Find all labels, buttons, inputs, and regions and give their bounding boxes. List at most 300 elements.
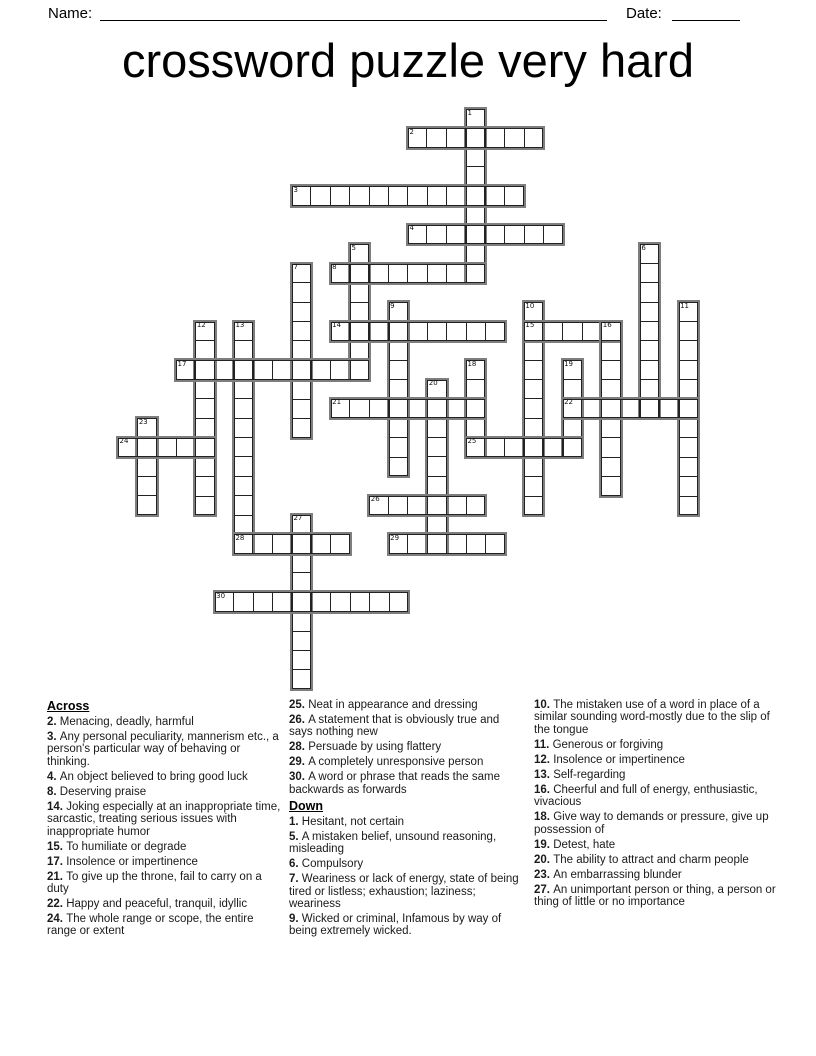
answer-cell[interactable] [679,496,698,515]
clue-27: 27. An unimportant person or thing, a person or thing of little or no importance [534,883,776,909]
answer-cell[interactable] [350,360,369,379]
answer-cell[interactable] [292,611,311,630]
answer-cell[interactable] [176,360,194,379]
answer-cell[interactable] [331,322,349,341]
answer-cell[interactable] [484,438,504,457]
word-3-across [290,184,526,207]
answer-cell[interactable] [563,418,582,438]
answer-cell[interactable] [679,379,698,398]
answer-cell[interactable] [137,438,157,457]
answer-cell[interactable] [601,399,620,418]
clue-28: 28. Persuade by using flattery [289,741,442,754]
answer-cell[interactable] [407,399,426,418]
clue-14: 14. Joking especially at an inappropriate time, sarcastic, treating serious issues with inappropriate humor [47,800,281,838]
answer-cell[interactable] [562,322,582,341]
answer-cell[interactable] [311,592,330,611]
answer-cell[interactable] [292,418,311,437]
clue-21: 21. To give up the throne, fail to carry on a duty [47,870,262,896]
answer-cell[interactable] [601,379,620,398]
answer-cell[interactable] [369,592,388,611]
answer-cell[interactable] [640,282,659,301]
answer-cell[interactable] [523,438,543,457]
answer-cell[interactable] [350,244,369,262]
answer-cell[interactable] [407,534,427,553]
word-25-across [464,436,584,459]
answer-cell[interactable] [389,379,408,398]
answer-cell[interactable] [582,322,602,341]
answer-cell[interactable] [388,399,407,418]
name-label: Name: [48,5,93,22]
cell-number: 14 [332,321,342,330]
answer-cell[interactable] [292,321,311,340]
word-12-down [193,320,216,517]
cell-number: 24 [119,437,129,446]
clue-5: 5. A mistaken belief, unsound reasoning, misleading [289,830,497,856]
answer-cell[interactable] [389,360,408,379]
answer-cell[interactable] [679,418,698,437]
answer-cell[interactable] [407,322,426,341]
cell-number: 17 [177,359,187,368]
answer-cell[interactable] [195,379,214,398]
clue-30: 30. A word or phrase that reads the same backwards as forwards [289,771,500,796]
cell-number: 25 [467,437,477,446]
answer-cell[interactable] [272,360,291,379]
answer-cell[interactable] [234,437,253,456]
clue-18: 18. Give way to demands or pressure, give up possession of [534,811,769,836]
answer-cell[interactable] [369,496,388,515]
answer-cell[interactable] [679,302,698,320]
answer-cell[interactable] [427,437,446,456]
answer-cell[interactable] [407,186,426,205]
answer-cell[interactable] [427,322,446,341]
answer-cell[interactable] [601,476,620,495]
answer-cell[interactable] [330,534,350,553]
cell-number: 20 [428,379,438,388]
answer-cell[interactable] [504,225,523,244]
answer-cell[interactable] [524,418,543,437]
answer-cell[interactable] [601,340,620,359]
answer-cell[interactable] [292,360,311,379]
answer-cell[interactable] [524,476,543,495]
answer-cell[interactable] [118,438,137,457]
answer-cell[interactable] [350,302,369,321]
word-21-across [329,397,488,420]
clue-number: 13. [534,768,554,781]
answer-cell[interactable] [310,186,329,205]
cell-number: 19 [564,359,573,368]
answer-cell[interactable] [292,650,311,669]
answer-cell[interactable] [389,340,408,359]
answer-cell[interactable] [640,244,659,262]
clue-number: 14. [47,800,67,813]
cell-number: 3 [293,185,298,194]
answer-cell[interactable] [234,515,253,534]
answer-cell[interactable] [426,128,445,147]
answer-cell[interactable] [659,399,678,418]
answer-cell[interactable] [389,302,408,320]
answer-cell[interactable] [292,515,311,533]
answer-cell[interactable] [349,264,368,283]
answer-cell[interactable] [427,399,446,418]
word-7-down [290,262,313,440]
answer-cell[interactable] [465,225,484,244]
answer-cell[interactable] [195,438,215,457]
answer-cell[interactable] [389,437,408,456]
answer-cell[interactable] [214,360,233,379]
answer-cell[interactable] [389,534,408,553]
answer-cell[interactable] [349,186,368,205]
clue-number: 6. [289,858,302,871]
answer-cell[interactable] [350,592,369,611]
clues-column-3 [534,699,776,911]
answer-cell[interactable] [215,592,233,611]
answer-cell[interactable] [640,302,659,321]
answer-cell[interactable] [234,534,253,553]
clue-26: 26. A statement that is obviously true and says nothing new [289,714,500,739]
answer-cell[interactable] [524,457,543,476]
word-13-down [232,320,255,556]
answer-cell[interactable] [542,322,562,341]
answer-cell[interactable] [233,592,252,611]
answer-cell[interactable] [466,496,486,515]
answer-cell[interactable] [408,225,426,244]
answer-cell[interactable] [485,534,505,553]
answer-cell[interactable] [466,147,485,166]
cell-number: 23 [138,417,148,426]
word-26-across [367,494,487,517]
clue-number: 23. [534,868,554,881]
clues-column-1 [47,699,285,940]
answer-cell[interactable] [292,669,311,688]
answer-cell[interactable] [234,418,253,437]
answer-cell[interactable] [233,360,252,379]
answer-cell[interactable] [446,496,466,515]
answer-cell[interactable] [466,418,485,438]
word-28-across [232,532,352,555]
answer-cell[interactable] [466,438,485,457]
answer-cell[interactable] [292,553,311,572]
answer-cell[interactable] [466,360,485,379]
cell-number: 15 [525,321,535,330]
answer-cell[interactable] [427,515,446,534]
clue-24: 24. The whole range or scope, the entire range or extent [47,913,254,938]
answer-cell[interactable] [388,322,407,341]
answer-cell[interactable] [389,457,408,476]
answer-cell[interactable] [426,225,445,244]
answer-cell[interactable] [601,418,620,437]
cell-number: 30 [216,591,226,600]
cell-number: 4 [409,224,414,233]
answer-cell[interactable] [349,399,368,418]
word-23-down [135,416,158,517]
answer-cell[interactable] [389,592,408,611]
answer-cell[interactable] [679,360,698,379]
answer-cell[interactable] [466,244,485,263]
answer-cell[interactable] [195,340,214,359]
cell-number: 7 [293,263,298,272]
clue-2: 2. Menacing, deadly, harmful [47,716,194,728]
cell-number: 1 [467,108,472,117]
answer-cell[interactable] [466,205,485,224]
answer-cell[interactable] [485,186,504,205]
clue-number: 20. [534,853,554,866]
clue-22: 22. Happy and peaceful, tranquil, idyllic [47,898,248,911]
answer-cell[interactable] [234,476,253,495]
answer-cell[interactable] [446,186,465,205]
answer-cell[interactable] [446,264,465,283]
answer-cell[interactable] [408,128,426,147]
cell-number: 9 [390,301,395,310]
clue-number: 8. [47,785,60,798]
answer-cell[interactable] [640,340,659,359]
answer-cell[interactable] [369,186,388,205]
answer-cell[interactable] [524,322,543,341]
answer-cell[interactable] [562,438,582,457]
answer-cell[interactable] [350,282,369,301]
answer-cell[interactable] [195,496,214,515]
answer-cell[interactable] [485,322,504,341]
answer-cell[interactable] [427,534,447,553]
answer-cell[interactable] [524,379,543,398]
answer-cell[interactable] [524,128,543,147]
word-8-across [329,262,488,285]
clue-20: 20. The ability to attract and charm people [534,853,749,866]
answer-cell[interactable] [369,399,388,418]
answer-cell[interactable] [446,322,465,341]
answer-cell[interactable] [504,438,524,457]
answer-cell[interactable] [601,360,620,379]
cell-number: 18 [467,359,477,368]
answer-cell[interactable] [195,398,214,417]
answer-cell[interactable] [331,264,349,283]
answer-cell[interactable] [349,322,368,341]
answer-cell[interactable] [504,186,523,205]
clue-number: 29. [289,756,309,769]
answer-cell[interactable] [195,457,214,476]
answer-cell[interactable] [466,534,486,553]
answer-cell[interactable] [466,322,485,341]
clue-16: 16. Cheerful and full of energy, enthusiastic, vivacious [534,783,758,809]
answer-cell[interactable] [407,264,426,283]
answer-cell[interactable] [639,399,658,418]
answer-cell[interactable] [543,438,563,457]
answer-cell[interactable] [292,399,311,418]
answer-cell[interactable] [563,379,582,399]
answer-cell[interactable] [679,340,698,359]
clue-13: 13. Self-regarding [534,768,626,781]
answer-cell[interactable] [485,225,504,244]
answer-cell[interactable] [524,398,543,417]
answer-cell[interactable] [601,457,620,476]
answer-cell[interactable] [466,399,485,418]
answer-cell[interactable] [427,380,446,398]
answer-cell[interactable] [311,534,331,553]
answer-cell[interactable] [407,496,427,515]
word-6-down [638,242,661,420]
answer-cell[interactable] [292,302,311,321]
date-label: Date: [626,5,662,22]
answer-cell[interactable] [292,264,311,282]
clue-9: 9. Wicked or criminal, Infamous by way of being extremely wicked. [289,913,502,938]
clue-1: 1. Hesitant, not certain [289,815,405,828]
answer-cell[interactable] [234,322,253,340]
answer-cell[interactable] [389,418,408,437]
answer-cell[interactable] [679,457,698,476]
answer-cell[interactable] [485,128,504,147]
clue-number: 3. [47,731,60,743]
clue-number: 22. [47,898,67,911]
answer-cell[interactable] [427,417,446,436]
answer-cell[interactable] [563,360,582,379]
cell-number: 28 [235,533,245,542]
clue-3: 3. Any personal peculiarity, mannerism etc., a person's particular way of behaving or thinking. [47,731,279,768]
answer-cell[interactable] [369,322,388,341]
clue-number: 28. [289,741,309,754]
answer-cell[interactable] [679,321,698,340]
clue-number: 30. [289,771,309,784]
answer-cell[interactable] [466,109,485,127]
clue-23: 23. An embarrassing blunder [534,868,682,881]
answer-cell[interactable] [330,360,349,379]
answer-cell[interactable] [446,399,465,418]
cell-number: 2 [409,127,414,136]
answer-cell[interactable] [388,496,408,515]
answer-cell[interactable] [640,263,659,282]
answer-cell[interactable] [234,340,253,359]
answer-cell[interactable] [292,631,311,650]
clue-number: 7. [289,873,302,886]
answer-cell[interactable] [524,302,543,320]
answer-cell[interactable] [640,360,659,379]
clue-7: 7. Weariness or lack of energy, state of being tired or listless; exhaustion; laziness; weariness [289,873,519,911]
answer-cell[interactable] [194,360,213,379]
clues-across-header: Across [47,699,90,713]
answer-cell[interactable] [640,321,659,340]
answer-cell[interactable] [466,166,485,185]
answer-cell[interactable] [331,399,349,418]
word-30-across [213,590,410,613]
answer-cell[interactable] [137,495,156,515]
answer-cell[interactable] [369,264,388,283]
answer-cell[interactable] [234,398,253,417]
clue-29: 29. A completely unresponsive person [289,756,484,769]
clue-19: 19. Detest, hate [534,838,616,851]
answer-cell[interactable] [601,322,620,340]
answer-cell[interactable] [291,592,310,611]
clue-25: 25. Neat in appearance and dressing [289,699,478,711]
answer-cell[interactable] [679,476,698,495]
answer-cell[interactable] [465,128,484,147]
answer-cell[interactable] [466,379,485,399]
cell-number: 27 [293,514,303,523]
answer-cell[interactable] [350,341,369,360]
answer-cell[interactable] [620,399,639,418]
answer-cell[interactable] [678,399,697,418]
answer-cell[interactable] [446,534,466,553]
answer-cell[interactable] [137,418,156,437]
answer-cell[interactable] [679,437,698,456]
answer-cell[interactable] [195,418,214,437]
answer-cell[interactable] [388,264,407,283]
answer-cell[interactable] [272,534,292,553]
answer-cell[interactable] [137,476,156,496]
answer-cell[interactable] [427,186,446,205]
answer-cell[interactable] [195,322,214,340]
answer-cell[interactable] [272,592,291,611]
answer-cell[interactable] [581,399,600,418]
answer-cell[interactable] [195,476,214,495]
answer-cell[interactable] [427,496,447,515]
clue-17: 17. Insolence or impertinence [47,855,198,868]
answer-cell[interactable] [252,534,272,553]
answer-cell[interactable] [524,360,543,379]
answer-cell[interactable] [234,379,253,398]
answer-cell[interactable] [292,340,311,359]
answer-cell[interactable] [253,592,272,611]
cell-number: 12 [196,321,206,330]
answer-cell[interactable] [330,186,349,205]
answer-cell[interactable] [446,225,465,244]
word-22-across [561,397,700,420]
answer-cell[interactable] [543,225,562,244]
clue-number: 19. [534,838,554,851]
clue-number: 12. [534,753,554,766]
answer-cell[interactable] [156,438,176,457]
cell-number: 10 [525,301,535,310]
clue-number: 5. [289,830,302,843]
answer-cell[interactable] [292,379,311,398]
answer-cell[interactable] [446,128,465,147]
answer-cell[interactable] [388,186,407,205]
clue-number: 21. [47,870,67,883]
answer-cell[interactable] [601,437,620,456]
clue-12: 12. Insolence or impertinence [534,753,685,766]
answer-cell[interactable] [466,186,485,205]
answer-cell[interactable] [253,360,272,379]
answer-cell[interactable] [524,225,543,244]
clue-number: 11. [534,738,553,751]
clue-15: 15. To humiliate or degrade [47,840,187,853]
answer-cell[interactable] [466,264,485,283]
answer-cell[interactable] [640,379,659,398]
answer-cell[interactable] [524,340,543,359]
clue-8: 8. Deserving praise [47,785,147,798]
answer-cell[interactable] [234,495,253,514]
clue-number: 16. [534,783,554,796]
answer-cell[interactable] [311,360,330,379]
answer-cell[interactable] [176,438,196,457]
answer-cell[interactable] [524,496,543,515]
clue-number: 2. [47,716,60,728]
answer-cell[interactable] [292,572,311,591]
answer-cell[interactable] [291,534,311,553]
answer-cell[interactable] [137,456,156,476]
answer-cell[interactable] [563,399,581,418]
clue-number: 24. [47,913,67,926]
answer-cell[interactable] [427,456,446,475]
page-title: crossword puzzle very hard [121,34,695,87]
answer-cell[interactable] [330,592,349,611]
word-2-across [406,126,545,149]
answer-cell[interactable] [427,264,446,283]
answer-cell[interactable] [427,476,446,495]
answer-cell[interactable] [504,128,523,147]
answer-cell[interactable] [234,456,253,475]
answer-cell[interactable] [292,186,310,205]
clue-number: 15. [47,840,67,853]
answer-cell[interactable] [292,282,311,301]
clue-10: 10. The mistaken use of a word in place of a similar sounding word-mostly due to the slip of the tongue [534,699,770,736]
